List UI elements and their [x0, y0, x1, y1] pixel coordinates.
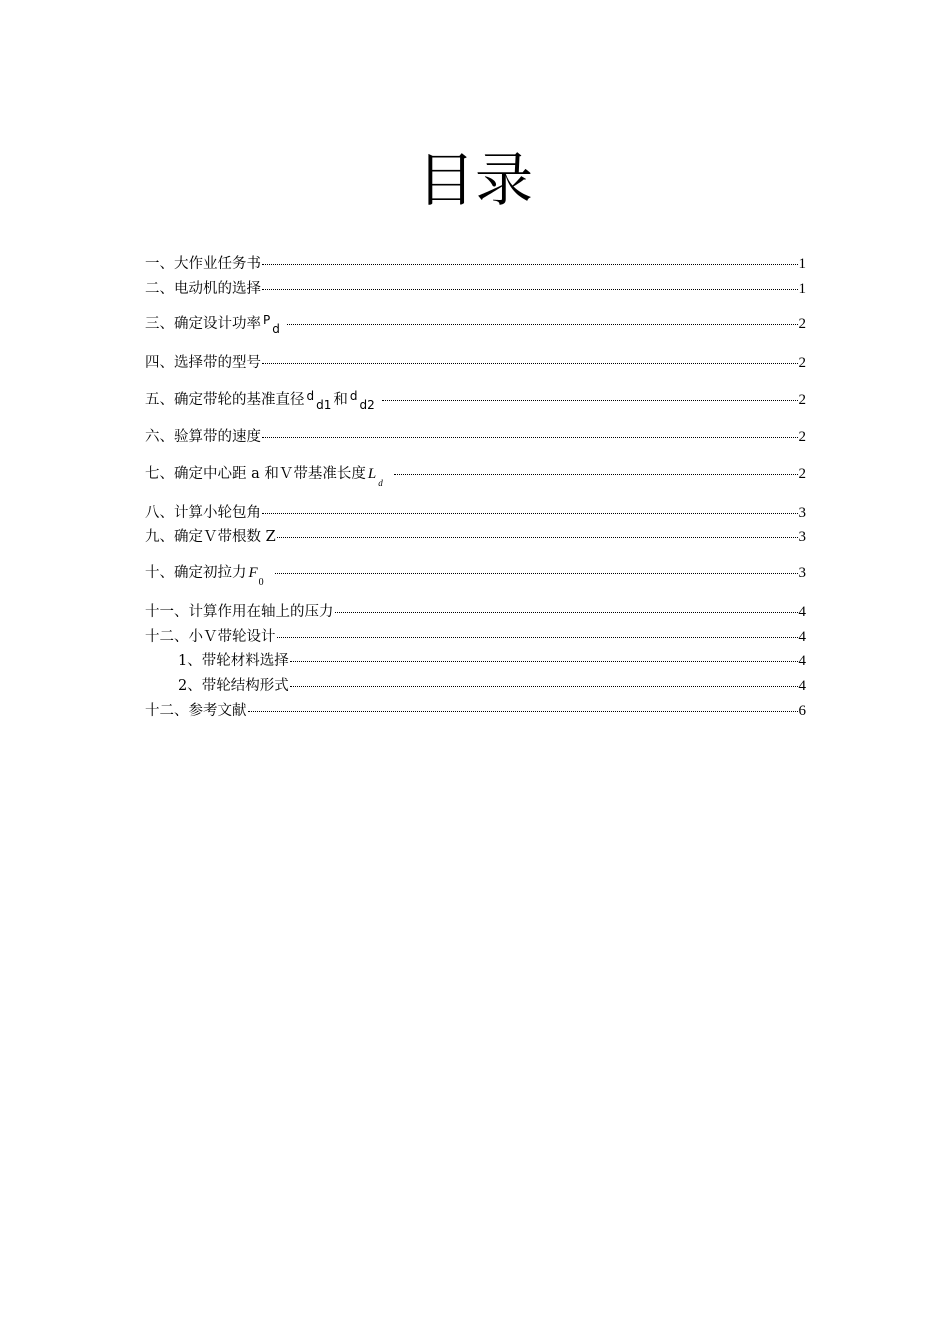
toc-entry-label: 六、验算带的速度: [145, 429, 261, 445]
toc-page-number: 4: [798, 653, 806, 669]
leader-dots: [248, 711, 798, 712]
leader-dots: [262, 289, 798, 290]
toc-entry-text: 七、确定中心距 a 和Ｖ带基准长度: [145, 466, 366, 482]
leader-dots: [277, 537, 798, 538]
toc-page-number: 3: [798, 505, 806, 521]
toc-entry-label: 四、选择带的型号: [145, 355, 261, 371]
symbol-d: d: [349, 389, 358, 403]
toc-entry-text: 五、确定带轮的基准直径: [145, 392, 305, 408]
toc-entry[interactable]: [145, 254, 806, 274]
toc-entry-label: 一、大作业任务书: [145, 256, 261, 272]
symbol-f: F: [248, 565, 258, 581]
toc-entry-label: 二、电动机的选择: [145, 281, 261, 297]
subscript: d: [272, 322, 280, 336]
toc-entry[interactable]: [145, 701, 806, 721]
toc-page-number: 1: [798, 256, 806, 272]
leader-dots: [335, 612, 798, 613]
symbol-l: L: [367, 466, 377, 482]
symbol-d: d: [306, 389, 315, 403]
subscript: 0: [258, 577, 264, 588]
subscript: d1: [316, 398, 332, 412]
toc-entry-label: 十一、计算作用在轴上的压力: [145, 604, 334, 620]
toc-entry-label: 九、确定Ｖ带根数 Z: [145, 529, 276, 545]
toc-entry[interactable]: [145, 279, 806, 299]
toc-entry-label: [145, 563, 274, 588]
toc-entry-label: 十二、小Ｖ带轮设计: [145, 629, 276, 645]
toc-entry[interactable]: [145, 353, 806, 373]
leader-dots: [382, 400, 798, 401]
toc-subentry[interactable]: [178, 651, 806, 671]
table-of-contents: [145, 0, 806, 1344]
toc-entry[interactable]: [145, 464, 806, 488]
toc-page-number: 2: [798, 466, 806, 482]
leader-dots: [262, 363, 798, 364]
toc-page-number: 3: [798, 565, 806, 581]
toc-entry-text: 十、确定初拉力: [145, 565, 247, 581]
toc-entry-text: 三、确定设计功率: [145, 316, 261, 332]
toc-entry[interactable]: [145, 602, 806, 622]
toc-entry-label: [145, 314, 286, 334]
toc-subentry[interactable]: [178, 676, 806, 696]
leader-dots: [290, 686, 798, 687]
toc-page-number: 1: [798, 281, 806, 297]
leader-dots: [262, 513, 798, 514]
leader-dots: [262, 437, 798, 438]
toc-entry[interactable]: [145, 527, 806, 547]
toc-entry-label: [145, 464, 393, 488]
toc-entry-label: 1、带轮材料选择: [178, 653, 289, 669]
toc-entry[interactable]: [145, 390, 806, 410]
conjunction-text: 和: [333, 392, 348, 408]
toc-entry[interactable]: [145, 627, 806, 647]
toc-entry-label: 八、计算小轮包角: [145, 505, 261, 521]
toc-entry[interactable]: [145, 503, 806, 523]
leader-dots: [262, 264, 798, 265]
subscript: d2: [359, 398, 375, 412]
leader-dots: [290, 661, 798, 662]
toc-page-number: 3: [798, 529, 806, 545]
toc-entry[interactable]: [145, 427, 806, 447]
toc-entry[interactable]: [145, 563, 806, 588]
toc-page-number: 6: [798, 703, 806, 719]
leader-dots: [277, 637, 798, 638]
toc-page-number: 2: [798, 355, 806, 371]
toc-entry-label: [145, 390, 381, 410]
toc-title: 目录: [416, 146, 533, 214]
toc-entry[interactable]: [145, 314, 806, 334]
leader-dots: [275, 573, 798, 574]
toc-page-number: 2: [798, 316, 806, 332]
toc-page-number: 4: [798, 678, 806, 694]
toc-page-number: 4: [798, 629, 806, 645]
toc-page-number: 2: [798, 392, 806, 408]
toc-entry-label: 十二、参考文献: [145, 703, 247, 719]
toc-page-number: 2: [798, 429, 806, 445]
symbol-p: P: [263, 313, 271, 327]
leader-dots: [287, 324, 798, 325]
leader-dots: [394, 474, 798, 475]
toc-entry-label: 2、带轮结构形式: [178, 678, 289, 694]
toc-page-number: 4: [798, 604, 806, 620]
subscript: d: [378, 478, 383, 488]
